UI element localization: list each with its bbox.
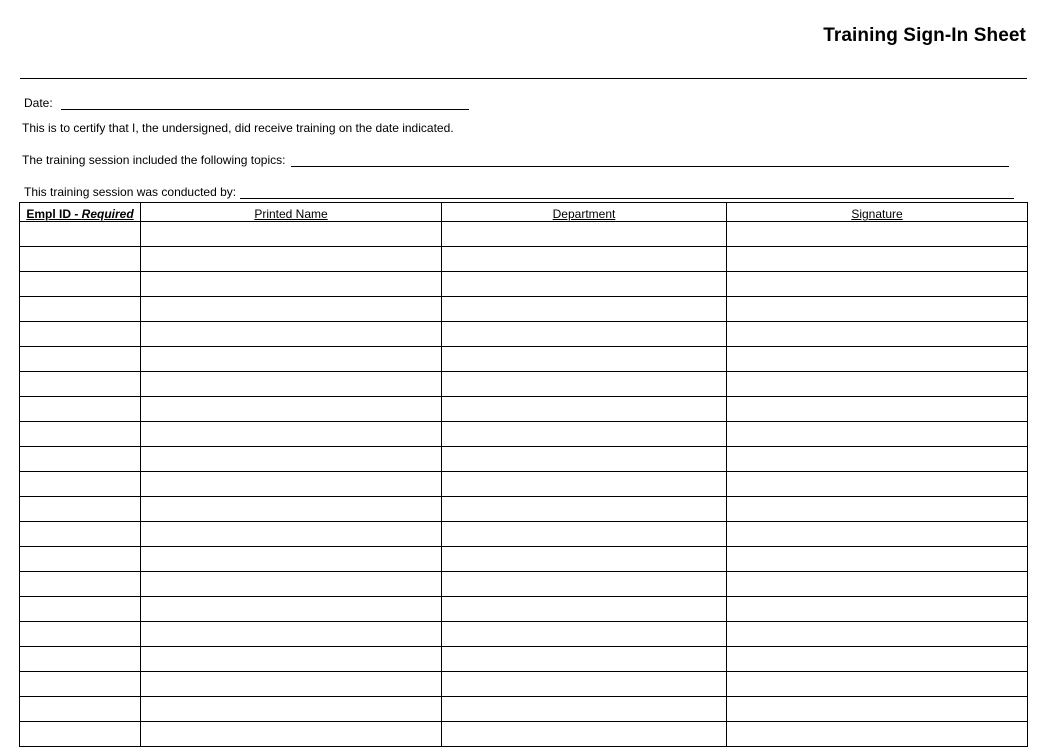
department-cell[interactable] — [442, 547, 727, 572]
column-header-empl-id — [20, 203, 141, 222]
column-header-department: Department — [442, 203, 727, 222]
empl-id-cell[interactable] — [20, 572, 141, 597]
date-label: Date: — [24, 96, 53, 110]
table-row — [20, 297, 1028, 322]
signature-cell[interactable] — [727, 422, 1028, 447]
department-cell[interactable] — [442, 572, 727, 597]
empl-id-cell[interactable] — [20, 522, 141, 547]
printed-name-cell[interactable] — [141, 347, 442, 372]
empl-id-cell[interactable] — [20, 547, 141, 572]
table-row — [20, 572, 1028, 597]
table-row — [20, 597, 1028, 622]
printed-name-cell[interactable] — [141, 597, 442, 622]
empl-id-cell[interactable] — [20, 647, 141, 672]
empl-id-cell[interactable] — [20, 622, 141, 647]
printed-name-cell[interactable] — [141, 322, 442, 347]
printed-name-cell[interactable] — [141, 647, 442, 672]
table-row — [20, 372, 1028, 397]
signature-cell[interactable] — [727, 722, 1028, 747]
signature-cell[interactable] — [727, 322, 1028, 347]
department-cell[interactable] — [442, 397, 727, 422]
printed-name-cell[interactable] — [141, 497, 442, 522]
table-row — [20, 347, 1028, 372]
printed-name-cell[interactable] — [141, 397, 442, 422]
table-row — [20, 522, 1028, 547]
table-body — [20, 222, 1028, 747]
empl-id-cell[interactable] — [20, 297, 141, 322]
table-row — [20, 247, 1028, 272]
signature-cell[interactable] — [727, 622, 1028, 647]
signature-cell[interactable] — [727, 572, 1028, 597]
signature-cell[interactable] — [727, 247, 1028, 272]
page-title: Training Sign-In Sheet — [823, 25, 1026, 46]
conducted-by-field-row — [24, 185, 1014, 199]
department-cell[interactable] — [442, 522, 727, 547]
table-row — [20, 672, 1028, 697]
printed-name-cell[interactable] — [141, 222, 442, 247]
printed-name-cell[interactable] — [141, 697, 442, 722]
empl-id-cell[interactable] — [20, 672, 141, 697]
department-cell[interactable] — [442, 322, 727, 347]
signature-cell[interactable] — [727, 672, 1028, 697]
department-cell[interactable] — [442, 472, 727, 497]
signature-cell[interactable] — [727, 222, 1028, 247]
empl-id-cell[interactable] — [20, 422, 141, 447]
department-cell[interactable] — [442, 697, 727, 722]
topics-input-line[interactable] — [291, 154, 1009, 167]
signin-table — [19, 202, 1028, 747]
signature-cell[interactable] — [727, 372, 1028, 397]
table-row — [20, 222, 1028, 247]
table-row — [20, 497, 1028, 522]
header-divider — [20, 78, 1027, 79]
table-row — [20, 272, 1028, 297]
printed-name-cell[interactable] — [141, 572, 442, 597]
signature-cell[interactable] — [727, 447, 1028, 472]
department-cell[interactable] — [442, 247, 727, 272]
printed-name-cell[interactable] — [141, 547, 442, 572]
table-header-row — [20, 203, 1028, 222]
signature-cell[interactable] — [727, 547, 1028, 572]
printed-name-cell[interactable] — [141, 372, 442, 397]
conducted-by-input-line[interactable] — [240, 186, 1014, 199]
empl-id-cell[interactable] — [20, 272, 141, 297]
department-cell[interactable] — [442, 272, 727, 297]
table-row — [20, 547, 1028, 572]
signature-cell[interactable] — [727, 347, 1028, 372]
signature-cell[interactable] — [727, 472, 1028, 497]
date-field-row — [24, 96, 469, 110]
signature-cell[interactable] — [727, 297, 1028, 322]
signature-cell[interactable] — [727, 397, 1028, 422]
table-row — [20, 447, 1028, 472]
empl-id-cell[interactable] — [20, 447, 141, 472]
table-row — [20, 722, 1028, 747]
department-cell[interactable] — [442, 597, 727, 622]
printed-name-cell[interactable] — [141, 247, 442, 272]
printed-name-cell[interactable] — [141, 522, 442, 547]
empl-id-cell[interactable] — [20, 697, 141, 722]
department-cell[interactable] — [442, 497, 727, 522]
table-row — [20, 472, 1028, 497]
printed-name-cell[interactable] — [141, 422, 442, 447]
printed-name-cell[interactable] — [141, 297, 442, 322]
signature-cell[interactable] — [727, 272, 1028, 297]
printed-name-cell[interactable] — [141, 622, 442, 647]
printed-name-cell[interactable] — [141, 722, 442, 747]
signature-cell[interactable] — [727, 497, 1028, 522]
department-cell[interactable] — [442, 622, 727, 647]
department-cell[interactable] — [442, 647, 727, 672]
printed-name-cell[interactable] — [141, 272, 442, 297]
signature-cell[interactable] — [727, 522, 1028, 547]
department-cell[interactable] — [442, 447, 727, 472]
department-cell[interactable] — [442, 672, 727, 697]
empl-id-cell[interactable] — [20, 347, 141, 372]
certification-text: This is to certify that I, the undersigned, did receive training on the date indicated. — [22, 121, 454, 135]
department-cell[interactable] — [442, 422, 727, 447]
conducted-by-label: This training session was conducted by: — [24, 185, 237, 199]
empl-id-cell[interactable] — [20, 247, 141, 272]
printed-name-cell[interactable] — [141, 447, 442, 472]
table-row — [20, 647, 1028, 672]
printed-name-cell[interactable] — [141, 472, 442, 497]
printed-name-cell[interactable] — [141, 672, 442, 697]
signature-cell[interactable] — [727, 697, 1028, 722]
department-cell[interactable] — [442, 372, 727, 397]
empl-id-cell[interactable] — [20, 372, 141, 397]
department-cell[interactable] — [442, 222, 727, 247]
empl-id-cell[interactable] — [20, 597, 141, 622]
empl-id-cell[interactable] — [20, 472, 141, 497]
empl-id-cell[interactable] — [20, 222, 141, 247]
topics-label: The training session included the following topics: — [22, 153, 286, 167]
table-row — [20, 622, 1028, 647]
empl-id-cell[interactable] — [20, 497, 141, 522]
empl-id-label: Empl ID - — [26, 207, 82, 221]
department-cell[interactable] — [442, 722, 727, 747]
topics-field-row — [22, 153, 1009, 167]
signature-cell[interactable] — [727, 597, 1028, 622]
date-input-line[interactable] — [61, 97, 469, 110]
required-label: Required — [81, 207, 134, 221]
table-row — [20, 422, 1028, 447]
department-cell[interactable] — [442, 347, 727, 372]
empl-id-cell[interactable] — [20, 322, 141, 347]
signature-cell[interactable] — [727, 647, 1028, 672]
table-row — [20, 697, 1028, 722]
column-header-printed-name: Printed Name — [141, 203, 442, 222]
empl-id-cell[interactable] — [20, 722, 141, 747]
table-row — [20, 322, 1028, 347]
empl-id-cell[interactable] — [20, 397, 141, 422]
column-header-signature: Signature — [727, 203, 1028, 222]
table-row — [20, 397, 1028, 422]
department-cell[interactable] — [442, 297, 727, 322]
